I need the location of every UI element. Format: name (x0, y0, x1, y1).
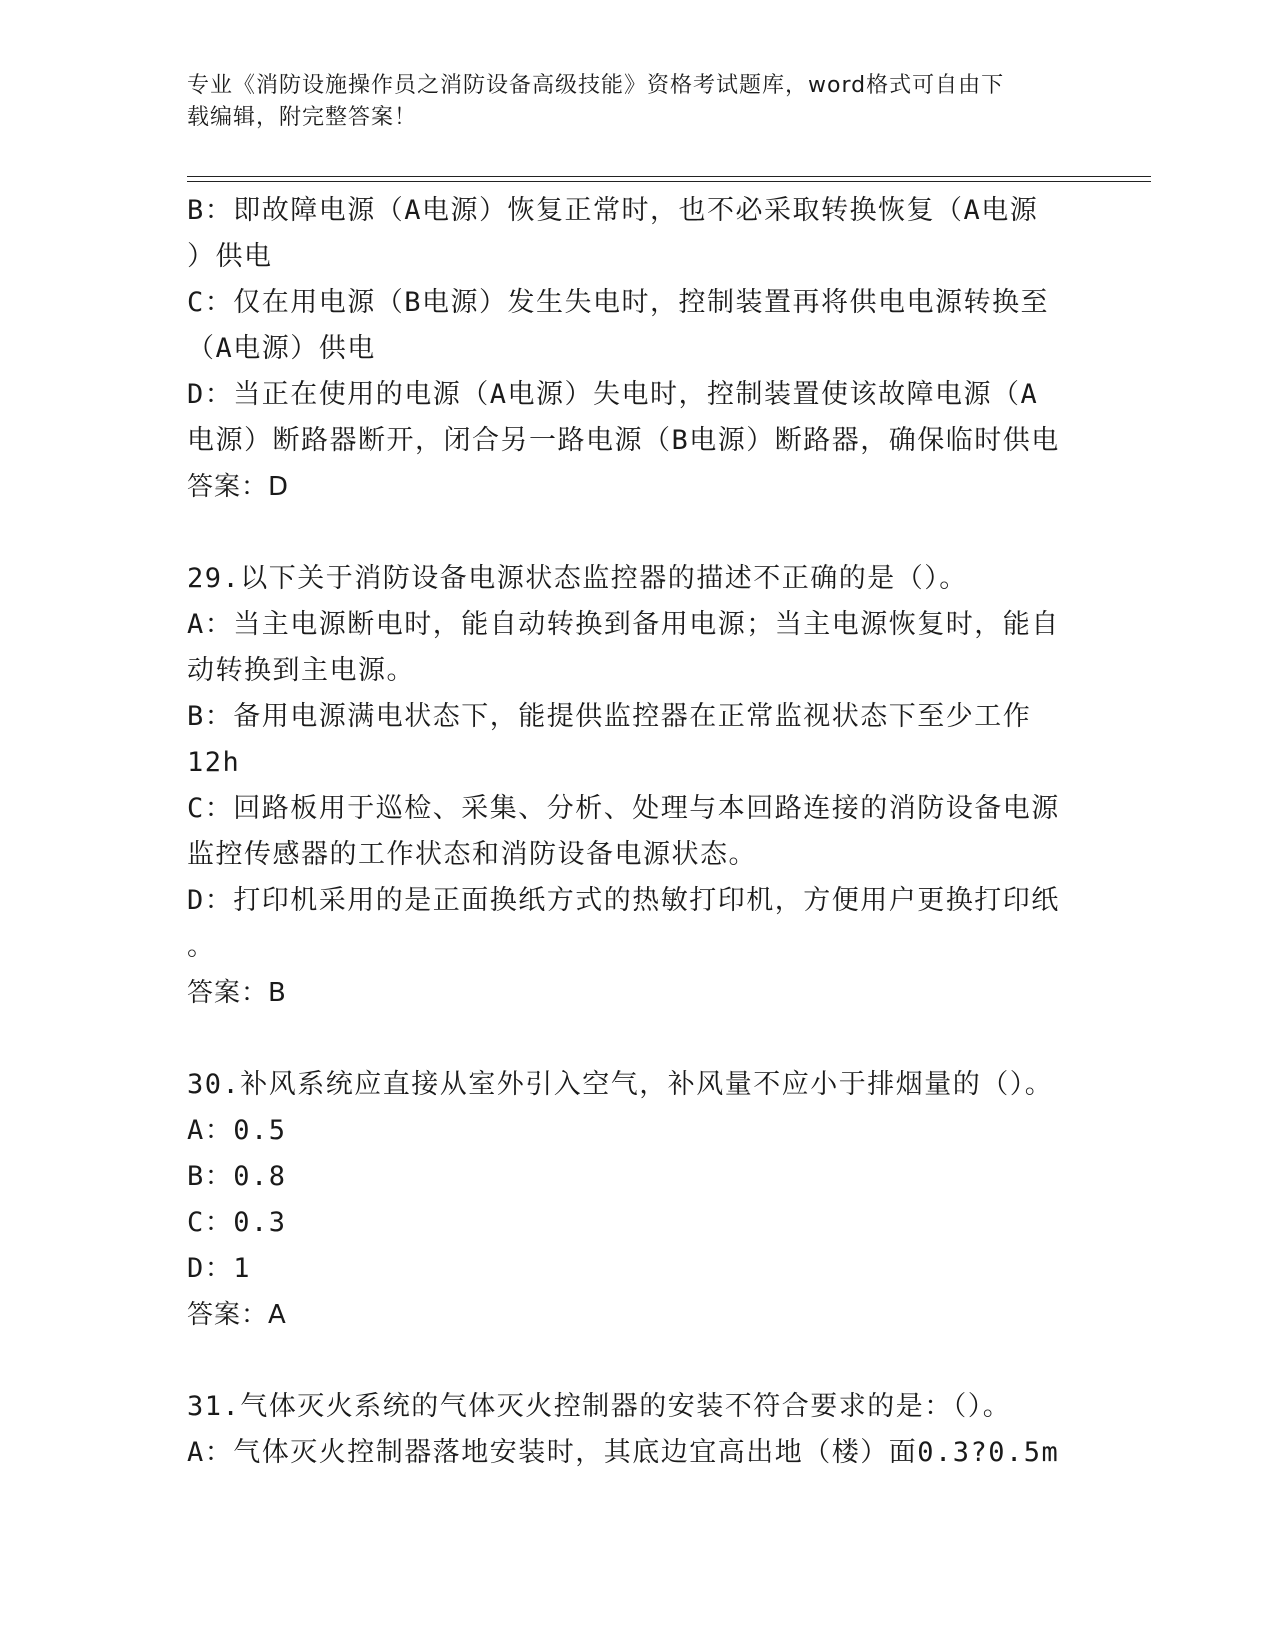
q28-option-b-line-2: ）供电 (187, 241, 273, 272)
header-rule-top (187, 176, 1151, 177)
q29-option-c-line-1: C：回路板用于巡检、采集、分析、处理与本回路连接的消防设备电源 (187, 793, 1060, 824)
header-rule-bottom (187, 181, 1151, 182)
question-30-block (187, 1062, 1087, 1338)
q29-question: 29.以下关于消防设备电源状态监控器的描述不正确的是（）。 (187, 563, 968, 594)
q29-option-c-line-2: 监控传感器的工作状态和消防设备电源状态。 (187, 839, 757, 870)
q29-option-b-line-1: B：备用电源满电状态下，能提供监控器在正常监视状态下至少工作 (187, 701, 1032, 732)
q29-option-a-line-2: 动转换到主电源。 (187, 655, 415, 686)
q30-option-a: A：0.5 (187, 1115, 287, 1146)
q28-option-c-line-1: C：仅在用电源（B电源）发生失电时，控制装置再将供电电源转换至 (187, 287, 1050, 318)
q30-question: 30.补风系统应直接从室外引入空气，补风量不应小于排烟量的（）。 (187, 1069, 1054, 1100)
q29-option-d-line-2: 。 (187, 931, 216, 962)
q29-answer: 答案：B (187, 978, 287, 1008)
q29-option-b-line-2: 12h (187, 747, 241, 778)
q30-option-b: B：0.8 (187, 1161, 287, 1192)
q28-option-d-line-2: 电源）断路器断开，闭合另一路电源（B电源）断路器，确保临时供电 (187, 425, 1060, 456)
header-line-2: 载编辑，附完整答案！ (187, 105, 418, 130)
question-content (187, 188, 1087, 1476)
question-29-block (187, 556, 1087, 1016)
spacer (187, 1338, 1087, 1384)
q28-option-b-line-1: B：即故障电源（A电源）恢复正常时，也不必采取转换恢复（A电源 (187, 195, 1039, 226)
spacer (187, 1016, 1087, 1062)
question-31-block (187, 1384, 1087, 1476)
q31-question: 31.气体灭火系统的气体灭火控制器的安装不符合要求的是：（）。 (187, 1391, 1012, 1422)
q29-option-d-line-1: D：打印机采用的是正面换纸方式的热敏打印机，方便用户更换打印纸 (187, 885, 1060, 916)
q30-answer: 答案：A (187, 1300, 287, 1330)
header-line-1: 专业《消防设施操作员之消防设备高级技能》资格考试题库，word格式可自由下 (187, 73, 1005, 98)
q28-option-d-line-1: D：当正在使用的电源（A电源）失电时，控制装置使该故障电源（A (187, 379, 1039, 410)
spacer (187, 510, 1087, 556)
q31-option-a-line-1: A：气体灭火控制器落地安装时，其底边宜高出地（楼）面0.3?0.5m (187, 1437, 1060, 1468)
q29-option-a-line-1: A：当主电源断电时，能自动转换到备用电源；当主电源恢复时，能自 (187, 609, 1060, 640)
document-header (187, 70, 1067, 134)
q28-answer: 答案：D (187, 472, 290, 502)
q30-option-c: C：0.3 (187, 1207, 287, 1238)
q28-option-c-line-2: （A电源）供电 (187, 333, 376, 364)
question-28-block (187, 188, 1087, 510)
q30-option-d: D：1 (187, 1253, 252, 1284)
